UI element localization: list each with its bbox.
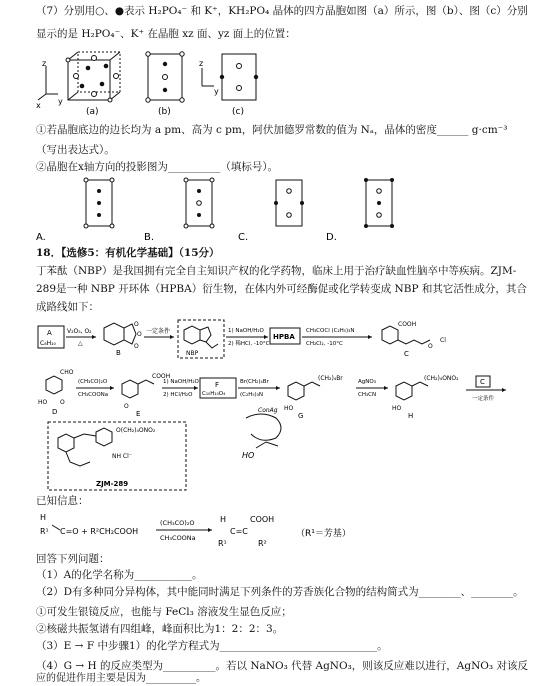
option-a-label[interactable]: A. bbox=[36, 232, 46, 243]
cond-bn: 一定条件 bbox=[146, 328, 171, 335]
svg-text:COOH: COOH bbox=[250, 515, 275, 524]
label-a: A bbox=[47, 329, 52, 337]
structure-h bbox=[392, 375, 459, 420]
q18-intro1: 丁苯酞（NBP）是我国拥有完全自主知识产权的化学药物，临床上用于治疗缺血性脑卒中等疾病。ZJM- bbox=[36, 265, 517, 277]
known-reaction bbox=[36, 510, 456, 552]
g-substituent: (CH₂)₄Br bbox=[318, 375, 343, 382]
cond-r10: 2) HCl/H₂O bbox=[163, 392, 193, 398]
svg-text:C=O + R²CH₂COOH: C=O + R²CH₂COOH bbox=[60, 527, 139, 536]
zjm-substituent: O(CH₂)₄ONO₂ bbox=[116, 427, 156, 434]
option-d-label[interactable]: D. bbox=[326, 232, 337, 243]
known-cond2: CH₃COONa bbox=[160, 534, 196, 542]
known-note: （R¹＝芳基） bbox=[296, 529, 351, 539]
cond-r7: (CH₃CO)₂O bbox=[78, 379, 108, 385]
cond-final: 一定条件 bbox=[472, 396, 495, 402]
q18-p4: （4）G → H 的反应类型为__________。若以 NaNO₃ 代替 AgNO₃，则该反应难以进行，AgNO₃ 对该反 bbox=[36, 660, 528, 672]
structure-zjm bbox=[58, 427, 156, 466]
svg-text:HO: HO bbox=[38, 399, 48, 406]
svg-text:O: O bbox=[124, 403, 129, 410]
scribble-text: ConAg bbox=[258, 407, 278, 414]
option-d-figure bbox=[364, 178, 394, 228]
cond-r6: CH₂Cl₂, -10°C bbox=[306, 341, 343, 347]
structure-d bbox=[38, 369, 74, 416]
cond-r5: CH₃COCl (C₂H₅)₃N bbox=[306, 328, 355, 334]
cond-r4: 2) 稀HCl, -10°C bbox=[228, 341, 270, 347]
svg-text:HO: HO bbox=[392, 405, 402, 412]
known-title: 已知信息： bbox=[36, 495, 89, 507]
label-c: C bbox=[404, 350, 409, 358]
axes-c bbox=[199, 59, 219, 96]
known-cond1: (CH₃CO)₂O bbox=[160, 519, 195, 527]
cell-b bbox=[146, 52, 184, 102]
q7-line2: 显示的是 H₂PO₄⁻、K⁺ 在晶胞 xz 面、yz 面上的位置： bbox=[36, 28, 296, 40]
axis-z-a: z bbox=[42, 59, 47, 68]
caption-b: (b) bbox=[158, 107, 171, 117]
projection-options bbox=[36, 176, 436, 246]
structure-nbp bbox=[184, 326, 218, 348]
cond-r12: (C₂H₅)₃N bbox=[240, 392, 263, 398]
cond-r13: AgNO₃ bbox=[358, 379, 376, 385]
svg-text:HO: HO bbox=[242, 451, 255, 460]
svg-text:R¹: R¹ bbox=[40, 527, 49, 536]
label-hpba: HPBA bbox=[273, 333, 295, 341]
q18-p1: （1）A的化学名称为___________。 bbox=[36, 569, 203, 581]
h-substituent: (CH₂)₄ONO₂ bbox=[424, 375, 459, 382]
caption-a: (a) bbox=[86, 107, 99, 117]
label-b: B bbox=[116, 349, 121, 357]
q18-p2: （2）D有多种同分异构体，其中能同时满足下列条件的芳香族化合物的结构简式为________、________。 bbox=[36, 586, 524, 598]
q18-intro3: 成路线如下： bbox=[36, 301, 99, 313]
structure-g bbox=[284, 375, 343, 420]
option-c-label[interactable]: C. bbox=[238, 232, 249, 243]
svg-text:COOH: COOH bbox=[152, 373, 171, 380]
option-b-label[interactable]: B. bbox=[144, 232, 155, 243]
synthesis-scheme bbox=[36, 318, 536, 493]
svg-text:NH Cl⁻: NH Cl⁻ bbox=[112, 453, 132, 460]
label-nbp: NBP bbox=[186, 350, 199, 357]
cond-r14: CH₃CN bbox=[358, 392, 377, 398]
nbp-box bbox=[178, 320, 224, 358]
caption-c: (c) bbox=[232, 107, 244, 117]
svg-text:O: O bbox=[137, 331, 142, 338]
structure-b bbox=[104, 321, 142, 357]
label-h: H bbox=[408, 412, 414, 420]
svg-text:HO: HO bbox=[284, 405, 294, 412]
label-d: D bbox=[52, 408, 58, 416]
formula-f: C₁₀H₁₀O₄ bbox=[202, 391, 226, 397]
q18-title: 18．【选修5：有机化学基础】（15分） bbox=[36, 247, 220, 259]
option-c-figure bbox=[274, 180, 304, 226]
q7-line1: （7）分别用○、●表示 H₂PO₄⁻ 和 K⁺，KH₂PO₄ 晶体的四方晶胞如图（a）所示，图（b）、图（c）分别 bbox=[36, 5, 528, 17]
q18-p3: （3）E → F 中步骤1）的化学方程式为______________________________。 bbox=[36, 640, 388, 652]
cond-r8: CH₃COONa bbox=[78, 392, 109, 398]
svg-text:O: O bbox=[134, 343, 139, 350]
label-e: E bbox=[136, 410, 141, 418]
axes-a bbox=[36, 59, 63, 110]
cell-a bbox=[66, 52, 120, 102]
cond-r2: △ bbox=[78, 340, 83, 347]
q7-sub1b: （写出表达式）。 bbox=[36, 144, 115, 156]
svg-text:R¹: R¹ bbox=[218, 539, 227, 548]
svg-text:C=C: C=C bbox=[230, 527, 248, 536]
q18-p4b: 应的促进作用主要是因为__________。 bbox=[36, 673, 206, 684]
q7-sub2: ②晶胞在x轴方向的投影图为__________（填标号）。 bbox=[36, 161, 279, 173]
q18-c2: ②核磁共振氢谱有四组峰，峰面积比为1：2：2：3。 bbox=[36, 623, 284, 635]
svg-text:O: O bbox=[428, 343, 433, 350]
option-a-figure bbox=[84, 178, 114, 228]
cell-c bbox=[220, 54, 258, 100]
label-g: G bbox=[298, 412, 304, 420]
axis-z-c: z bbox=[199, 59, 204, 68]
axis-y-a: y bbox=[58, 97, 63, 106]
structure-c bbox=[382, 321, 446, 358]
unit-cell-figures bbox=[36, 46, 296, 118]
svg-text:R²: R² bbox=[258, 539, 267, 548]
svg-text:O: O bbox=[134, 321, 139, 328]
q18-c1: ①可发生银镜反应，也能与 FeCl₃ 溶液发生显色反应； bbox=[36, 606, 292, 618]
label-reagent-c: C bbox=[480, 378, 485, 386]
svg-text:H: H bbox=[40, 513, 47, 522]
q7-sub1: ①若晶胞底边的边长均为 a pm、高为 c pm，阿伏加德罗常数的值为 Nₐ，晶体的密度______ g·cm⁻³ bbox=[36, 124, 508, 136]
cond-r1: V₂O₅, O₂ bbox=[67, 328, 92, 335]
label-f: F bbox=[215, 381, 220, 389]
svg-text:O: O bbox=[60, 399, 65, 406]
formula-a: C₈H₁₀ bbox=[40, 340, 56, 347]
label-zjm: ZJM-289 bbox=[96, 480, 129, 488]
axis-x-a: x bbox=[36, 101, 41, 110]
cond-r11: Br(CH₂)₄Br bbox=[240, 379, 269, 385]
cond-r9: 1) NaOH/H₂O bbox=[163, 379, 199, 385]
svg-text:COOH: COOH bbox=[398, 321, 417, 328]
option-b-figure bbox=[184, 178, 214, 228]
axis-y-c: y bbox=[214, 87, 219, 96]
svg-text:H: H bbox=[220, 515, 227, 524]
svg-text:CHO: CHO bbox=[60, 369, 74, 376]
cond-r3: 1) NaOH/H₂O bbox=[228, 328, 264, 334]
handwritten-note bbox=[242, 407, 281, 460]
svg-text:Cl: Cl bbox=[440, 337, 446, 344]
q18-intro2: 289是一种 NBP 开环体（HPBA）衍生物，在体内外可经酶促或化学转变成 NBP 和其它活性成分，其合 bbox=[36, 283, 527, 295]
q18-ask: 回答下列问题： bbox=[36, 553, 110, 565]
